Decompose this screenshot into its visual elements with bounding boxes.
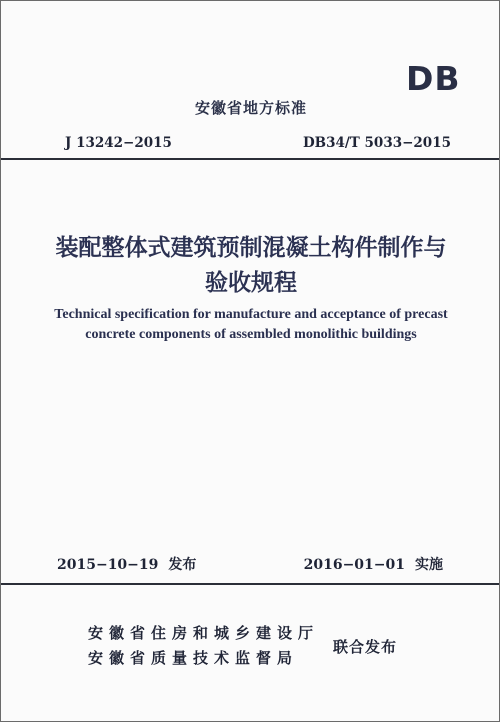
top-divider [1,158,499,160]
standard-number: DB34/T 5033−2015 [302,135,451,151]
standard-codes [65,135,451,151]
effective-date: 2016−01−01 [303,557,405,573]
english-title-line-1: Technical specification for manufacture and acceptance of precast [54,307,448,322]
chinese-title-line-2: 验收规程 [205,270,297,296]
effective-date-group [304,554,443,574]
chinese-title-line-1: 装配整体式建筑预制混凝土构件制作与 [55,235,447,261]
effective-label: 实施 [415,557,443,573]
publishers-block [88,621,397,671]
english-title-line-2: concrete components of assembled monolithic buildings [85,327,417,342]
db-standard-mark: DB [406,59,461,98]
date-row [57,554,443,574]
publisher-line-1: 安徽省住房和城乡建设厅 [88,624,320,642]
issuer-title: 安徽省地方标准 [194,99,307,117]
publisher-names [88,621,319,671]
issue-date-group [57,554,196,574]
filing-number: J 13242−2015 [65,135,172,151]
english-title [1,305,500,345]
publisher-line-2: 安徽省质量技术监督局 [88,649,299,667]
issue-date: 2015−10−19 [57,557,159,573]
chinese-title [1,231,500,301]
joint-publish-label: 联合发布 [333,637,398,656]
bottom-divider [1,583,499,585]
issue-label: 发布 [168,557,197,573]
